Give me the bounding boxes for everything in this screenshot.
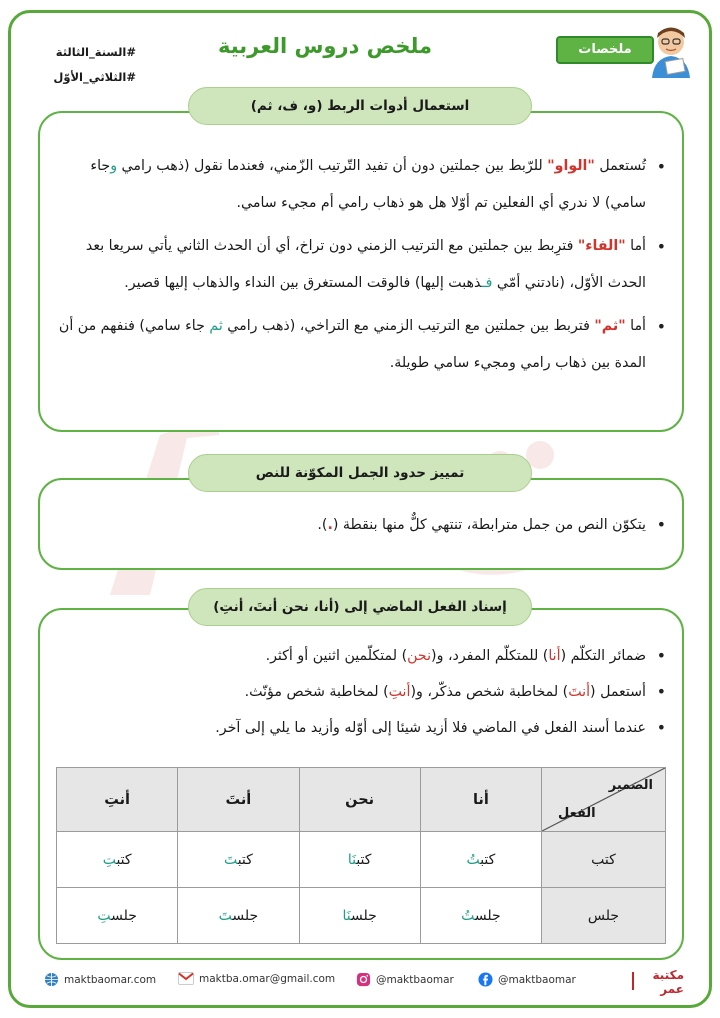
list-item: • أما "الفاء" فترِبط بين جملتين مع الترتيب الزمني دون تراخ، أي أن الحدث الثاني يأتي سريعا بعد الحدث الأوّل، (نادتني أمّي فـذهبت إليها) فالوقت المستغرق بين النداء والذهاب إليها قصير. [58, 228, 668, 302]
pronoun-header: أنا [420, 768, 541, 832]
verb-cell: جلس [542, 888, 666, 944]
conjugation-cell: جلستَ [178, 888, 299, 944]
section-heading-conjunctions: استعمال أدوات الربط (و، ف، ثم) [188, 87, 532, 125]
instagram-handle[interactable]: @maktbaomar [376, 973, 454, 986]
conjunctions-list [58, 148, 668, 388]
list-item: • يتكوّن النص من جمل مترابطة، تنتهي كلٌّ منها بنقطة (.). [58, 512, 668, 538]
website-link[interactable]: maktbaomar.com [64, 973, 157, 986]
tag-year: #السنة_الثالثة [55, 45, 136, 59]
section-heading-past-verb: إسناد الفعل الماضي إلى (أنا، نحن أنتَ، أنتِ) [188, 588, 532, 626]
conjugation-cell: كتبنَا [299, 832, 420, 888]
footer-divider [632, 972, 634, 990]
email-link[interactable]: maktba.omar@gmail.com [199, 972, 336, 985]
facebook-handle[interactable]: @maktbaomar [498, 973, 576, 986]
corner-header [542, 768, 666, 832]
pronoun-header: نحن [299, 768, 420, 832]
table-row [57, 832, 666, 888]
table-row [57, 888, 666, 944]
conjugation-cell: كتبتَ [178, 832, 299, 888]
tag-term: #الثلاثي_الأوّل [53, 70, 136, 84]
footer-email[interactable] [178, 972, 335, 985]
pronoun-header: أنتِ [57, 768, 178, 832]
student-avatar-icon [646, 24, 696, 78]
gmail-icon [178, 972, 194, 985]
summaries-badge: ملخصات [556, 36, 654, 64]
table-header-row [57, 768, 666, 832]
list-item: • أما "ثم" فتربط بين جملتين مع الترتيب الزمني مع التراخي، (ذهب رامي ثم جاء سامي) فنفهم من أن المدة بين ذهاب رامي ومجيء سامي طويلة. [58, 308, 668, 382]
verb-cell: كتب [542, 832, 666, 888]
past-verb-list [58, 638, 668, 746]
list-item: • تُستعمل "الواو" للرّبط بين جملتين دون أن تفيد التّرتيب الزّمني، فعندما نقول (ذهب رامي وجاء سامي) لا ندري أي الفعلين تم أوّلا هل هو ذهاب رامي أم مجيء سامي. [58, 148, 668, 222]
list-item: • عندما أسند الفعل في الماضي فلا أزيد شيئا إلى أوّله وأزيد ما يلي إلى آخر. [58, 710, 668, 746]
corner-verb-label: الفعل [558, 806, 596, 821]
boundaries-list [58, 512, 668, 538]
conjugation-cell: جلسنَا [299, 888, 420, 944]
corner-pronoun-label: الضمير [608, 778, 653, 793]
globe-icon [44, 972, 59, 987]
hashtags [40, 40, 136, 90]
conjugation-cell: كتبتِ [57, 832, 178, 888]
section-heading-sentence-boundaries: تمييز حدود الجمل المكوّنة للنص [188, 454, 532, 492]
instagram-icon [356, 972, 371, 987]
list-item: • ضمائر التكلّم (أنا) للمتكلّم المفرد، و(نحن) لمتكلّمين اثنين أو أكثر. [58, 638, 668, 674]
conjugation-table [56, 767, 666, 944]
brand-logo: مكتبة عمر [652, 968, 684, 996]
conjugation-cell: كتبتُ [420, 832, 541, 888]
list-item: • أستعمل (أنتَ) لمخاطبة شخص مذكّر، و(أنتِ) لمخاطبة شخص مؤنّث. [58, 674, 668, 710]
facebook-icon [478, 972, 493, 987]
footer-website[interactable] [44, 972, 156, 987]
footer-facebook[interactable] [478, 972, 576, 987]
footer-instagram[interactable] [356, 972, 454, 987]
conjugation-cell: جلستِ [57, 888, 178, 944]
pronoun-header: أنتَ [178, 768, 299, 832]
conjugation-cell: جلستُ [420, 888, 541, 944]
footer [34, 968, 684, 996]
page-title: ملخص دروس العربية [217, 34, 433, 58]
